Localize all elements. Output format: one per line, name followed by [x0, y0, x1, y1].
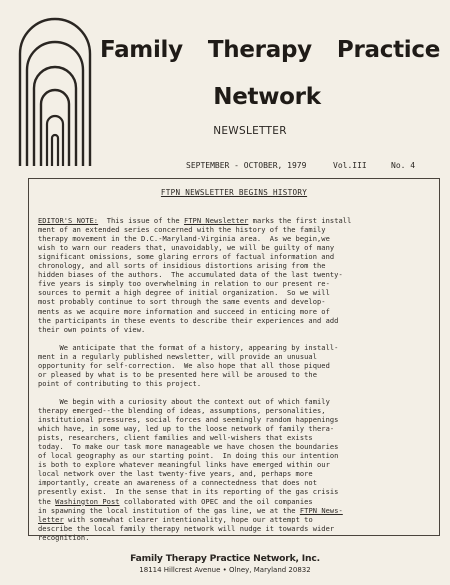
text-run: with somewhat clearer intentionality, hope our attempt to	[63, 514, 313, 524]
paragraph-editors-note	[38, 216, 436, 334]
title-word-family: Family	[100, 37, 183, 63]
network-logo	[18, 14, 92, 168]
text-line: which have, in some way, led up to the loose network of family thera-	[38, 424, 335, 434]
text-line: of local geography as our starting point. In doing this our intention	[38, 451, 339, 461]
text-run: in spawning the local institution of the gas line, we at the	[38, 505, 300, 515]
text-line: their own points of view.	[38, 324, 146, 334]
text-line: institutional pressures, social forces and seemingly random happenings	[38, 415, 339, 425]
text-line: describe the local family therapy network will nudge it towards wider	[38, 523, 335, 533]
text-line: local network over the last twenty-five years, and, perhaps more	[38, 469, 313, 479]
text-run: This issue of the	[98, 216, 184, 226]
newsletter-name-split: FTPN News-	[299, 505, 343, 515]
text-line: ments as we acquire more information and succeed in enticing more of	[38, 306, 330, 316]
title-word-therapy: Therapy	[207, 37, 312, 63]
newsletter-name: FTPN Newsletter	[183, 216, 249, 226]
text-line: We begin with a curiosity about the context out of which family	[38, 396, 330, 406]
text-line: therapy movement in the D.C.-Maryland-Virginia area. As we begin,we	[38, 234, 330, 244]
text-line: We anticipate that the format of a history, appearing by install-	[38, 342, 339, 352]
text-line: the participants in these events to describe their experiences and add	[38, 315, 339, 325]
issue-date: SEPTEMBER - OCTOBER, 1979	[186, 161, 307, 170]
text-line: ment of an extended series concerned with the history of the family	[38, 225, 326, 235]
footer-address: 18114 Hillcrest Avenue • Olney, Maryland 20832	[139, 566, 311, 574]
text-line: opportunity for self-correction. We also hope that all those piqued	[38, 360, 330, 370]
text-line: five years is simply too overwhelming in relation to our present re-	[38, 279, 330, 289]
article-title: FTPN NEWSLETTER BEGINS HISTORY	[160, 188, 308, 197]
masthead-title	[100, 36, 440, 112]
text-line: is both to explore whatever meaningful links have emerged within our	[38, 460, 330, 470]
title-word-network: Network	[213, 84, 321, 110]
text-line: significant omissions, some glaring errors of factual information and	[38, 252, 335, 262]
paragraph-context	[38, 397, 436, 542]
title-word-practice: Practice	[336, 37, 440, 63]
text-run: marks the first install	[248, 216, 352, 226]
newsletter-name-split-end: letter	[38, 514, 64, 524]
paragraph-format	[38, 343, 436, 388]
text-line: chronology, and all sorts of insidious distortions arising from the	[38, 261, 326, 271]
text-line: today. To make our task more manageable we have chosen the boundaries	[38, 442, 339, 452]
text-line: point of contributing to this project.	[38, 378, 202, 388]
editors-note-label: EDITOR'S NOTE:	[38, 216, 99, 226]
text-line: or pleased by what is to be presented here will be aroused to the	[38, 369, 318, 379]
issue-volume: Vol.III	[333, 161, 367, 170]
text-line: sources to permit a high degree of initial organization. So we will	[38, 288, 330, 298]
footer-org-name: Family Therapy Practice Network, Inc.	[130, 553, 320, 564]
washington-post-name: Washington Post	[55, 496, 120, 506]
article-body	[38, 207, 436, 569]
text-line: recognition.	[38, 532, 90, 542]
text-line: most probably continue to sort through the same events and develop-	[38, 297, 326, 307]
issue-number: No. 4	[391, 161, 416, 170]
article-box	[28, 178, 440, 542]
text-line: therapy emerged--the blending of ideas, assumptions, personalities,	[38, 406, 326, 416]
text-line: wish to warn our readers that, unavoidably, we will be guilty of many	[38, 243, 335, 253]
text-run: the	[38, 496, 56, 506]
text-run: collaborated with OPEC and the oil companies	[119, 496, 313, 506]
text-line: presently exist. In the sense that in its reporting of the gas crisis	[38, 487, 339, 497]
text-line: hidden biases of the authors. The accumulated data of the last twenty-	[38, 270, 343, 280]
text-line: pists, researchers, client families and well-wishers that exists	[38, 433, 313, 443]
text-line: importantly, create an awareness of a connectedness that does not	[38, 478, 318, 488]
masthead-subtitle: NEWSLETTER	[213, 125, 287, 137]
text-line: ment in a regularly published newsletter, will provide an unusual	[38, 351, 318, 361]
